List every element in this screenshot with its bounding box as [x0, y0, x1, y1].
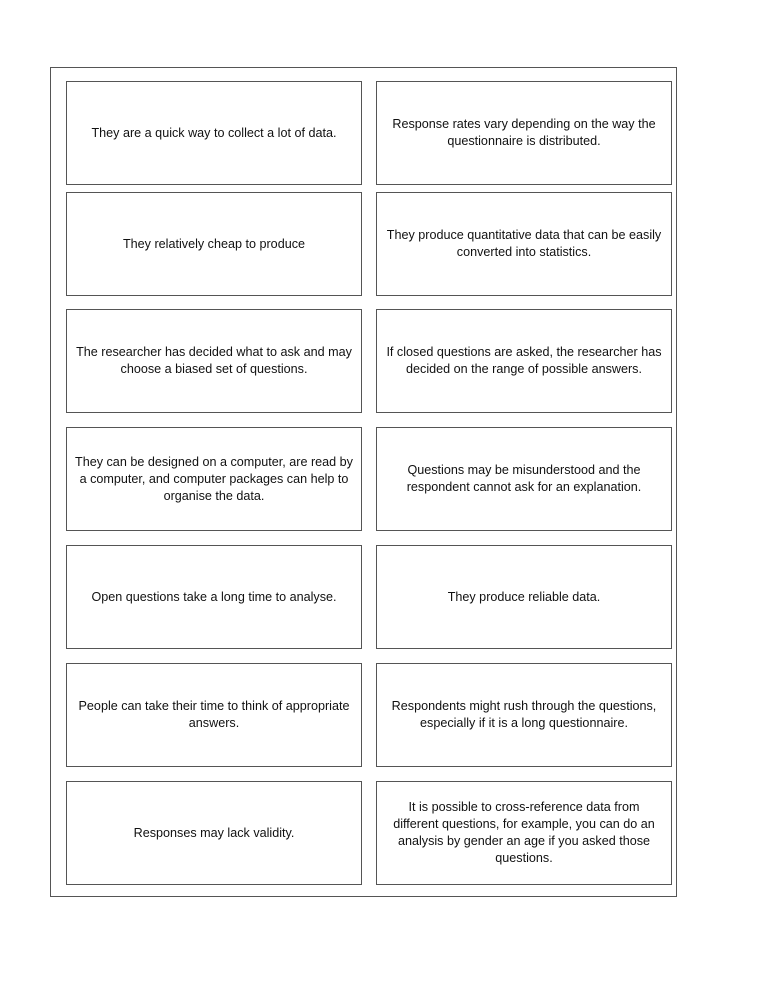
card-row1-right: Response rates vary depending on the way the questionnaire is distributed. — [376, 81, 672, 185]
card-row2-right: They produce quantitative data that can be easily converted into statistics. — [376, 192, 672, 296]
card-row4-right: Questions may be misunderstood and the respondent cannot ask for an explanation. — [376, 427, 672, 531]
card-row3-left: The researcher has decided what to ask and may choose a biased set of questions. — [66, 309, 362, 413]
card-row3-right: If closed questions are asked, the researcher has decided on the range of possible answers. — [376, 309, 672, 413]
card-row7-right: It is possible to cross-reference data from different questions, for example, you can do an analysis by gender an age if you asked those questions. — [376, 781, 672, 885]
card-row6-left: People can take their time to think of appropriate answers. — [66, 663, 362, 767]
card-row1-left: They are a quick way to collect a lot of data. — [66, 81, 362, 185]
card-row2-left: They relatively cheap to produce — [66, 192, 362, 296]
card-row5-left: Open questions take a long time to analyse. — [66, 545, 362, 649]
card-row6-right: Respondents might rush through the questions, especially if it is a long questionnaire. — [376, 663, 672, 767]
card-sheet — [50, 67, 677, 897]
card-row4-left: They can be designed on a computer, are read by a computer, and computer packages can help to organise the data. — [66, 427, 362, 531]
card-row5-right: They produce reliable data. — [376, 545, 672, 649]
card-row7-left: Responses may lack validity. — [66, 781, 362, 885]
